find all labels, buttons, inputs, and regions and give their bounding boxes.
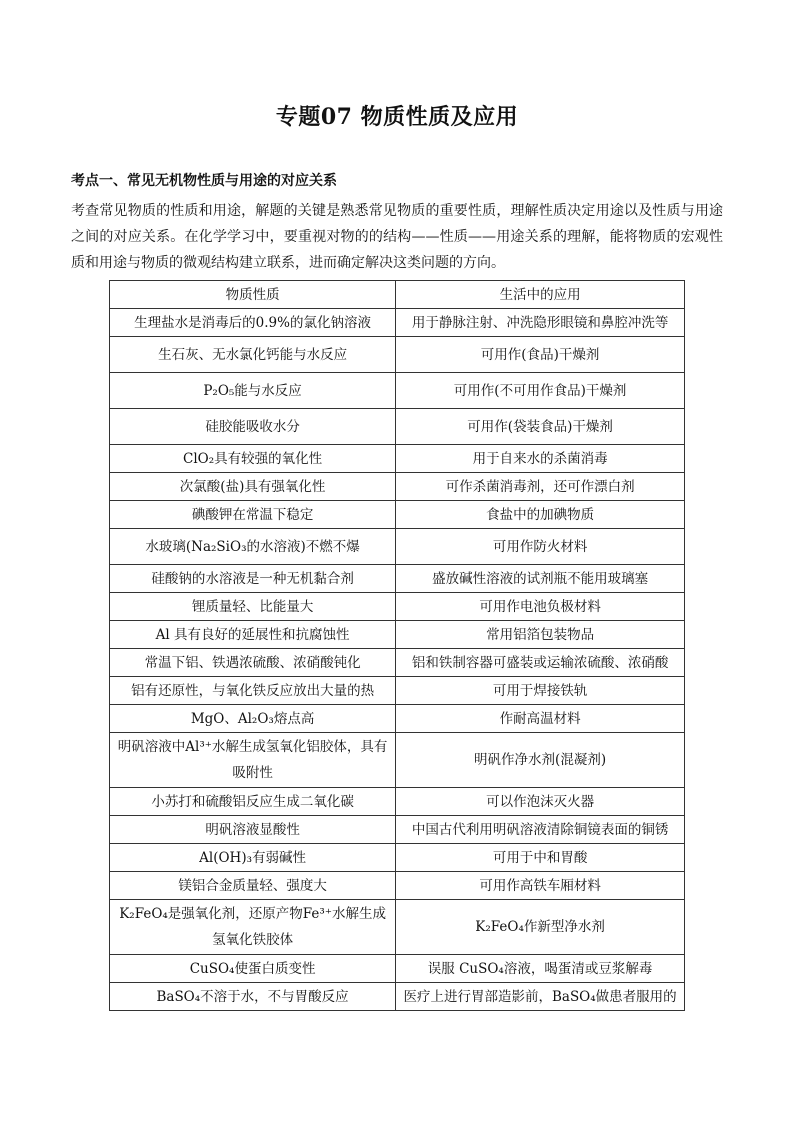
cell-application: 可用作电池负极材料 bbox=[396, 593, 685, 621]
cell-application: 常用铝箔包装物品 bbox=[396, 621, 685, 649]
cell-property: 铝有还原性，与氧化铁反应放出大量的热 bbox=[110, 677, 396, 705]
cell-property: 明矾溶液显酸性 bbox=[110, 816, 396, 844]
cell-property: Al(OH)₃有弱碱性 bbox=[110, 844, 396, 872]
cell-application: 可用于焊接铁轨 bbox=[396, 677, 685, 705]
cell-property: 硅酸钠的水溶液是一种无机黏合剂 bbox=[110, 565, 396, 593]
cell-application: 可以作泡沫灭火器 bbox=[396, 788, 685, 816]
cell-property: 硅胶能吸收水分 bbox=[110, 409, 396, 445]
cell-property: 碘酸钾在常温下稳定 bbox=[110, 501, 396, 529]
table-row bbox=[110, 309, 685, 337]
cell-application: 可用作(不可用作食品)干燥剂 bbox=[396, 373, 685, 409]
cell-property: 水玻璃(Na₂SiO₃的水溶液)不燃不爆 bbox=[110, 529, 396, 565]
cell-application: 食盐中的加碘物质 bbox=[396, 501, 685, 529]
cell-application: K₂FeO₄作新型净水剂 bbox=[396, 900, 685, 955]
table-row bbox=[110, 409, 685, 445]
cell-property: 镁铝合金质量轻、强度大 bbox=[110, 872, 396, 900]
cell-property: 明矾溶液中Al³⁺水解生成氢氧化铝胶体，具有吸附性 bbox=[110, 733, 396, 788]
table-row bbox=[110, 733, 685, 788]
cell-property: 常温下铝、铁遇浓硫酸、浓硝酸钝化 bbox=[110, 649, 396, 677]
cell-application: 医疗上进行胃部造影前，BaSO₄做患者服用的 bbox=[396, 983, 685, 1011]
cell-property: 锂质量轻、比能量大 bbox=[110, 593, 396, 621]
intro-paragraph: 考查常见物质的性质和用途，解题的关键是熟悉常见物质的重要性质，理解性质决定用途以及性质与用途之间的对应关系。在化学学习中，要重视对物的的结构——性质——用途关系的理解，能将物质的宏观性质和用途与物质的微观结构建立联系，进而确定解决这类问题的方向。 bbox=[71, 203, 723, 271]
cell-application: 可用作(食品)干燥剂 bbox=[396, 337, 685, 373]
cell-property: P₂O₅能与水反应 bbox=[110, 373, 396, 409]
table-row bbox=[110, 501, 685, 529]
cell-application: 中国古代利用明矾溶液清除铜镜表面的铜锈 bbox=[396, 816, 685, 844]
cell-application: 可用作高铁车厢材料 bbox=[396, 872, 685, 900]
header-property: 物质性质 bbox=[110, 281, 396, 309]
cell-property: 生石灰、无水氯化钙能与水反应 bbox=[110, 337, 396, 373]
table-header-row bbox=[110, 281, 685, 309]
section-heading: 考点一、常见无机物性质与用途的对应关系 bbox=[71, 173, 337, 189]
cell-application: 盛放碱性溶液的试剂瓶不能用玻璃塞 bbox=[396, 565, 685, 593]
cell-application: 可作杀菌消毒剂，还可作漂白剂 bbox=[396, 473, 685, 501]
table-row bbox=[110, 900, 685, 955]
table-row bbox=[110, 593, 685, 621]
cell-application: 用于自来水的杀菌消毒 bbox=[396, 445, 685, 473]
cell-property: 小苏打和硫酸铝反应生成二氧化碳 bbox=[110, 788, 396, 816]
table-row bbox=[110, 983, 685, 1011]
cell-property: CuSO₄使蛋白质变性 bbox=[110, 955, 396, 983]
table-row bbox=[110, 844, 685, 872]
cell-property: MgO、Al₂O₃熔点高 bbox=[110, 705, 396, 733]
table-row bbox=[110, 788, 685, 816]
header-application: 生活中的应用 bbox=[396, 281, 685, 309]
cell-property: ClO₂具有较强的氧化性 bbox=[110, 445, 396, 473]
cell-application: 误服 CuSO₄溶液，喝蛋清或豆浆解毒 bbox=[396, 955, 685, 983]
cell-application: 用于静脉注射、冲洗隐形眼镜和鼻腔冲洗等 bbox=[396, 309, 685, 337]
table-row bbox=[110, 955, 685, 983]
cell-application: 可用作(袋装食品)干燥剂 bbox=[396, 409, 685, 445]
table-row bbox=[110, 473, 685, 501]
table-row bbox=[110, 529, 685, 565]
table-row bbox=[110, 649, 685, 677]
cell-application: 明矾作净水剂(混凝剂) bbox=[396, 733, 685, 788]
table-row bbox=[110, 872, 685, 900]
table-row bbox=[110, 373, 685, 409]
table-row bbox=[110, 621, 685, 649]
cell-property: BaSO₄不溶于水，不与胃酸反应 bbox=[110, 983, 396, 1011]
cell-property: 次氯酸(盐)具有强氧化性 bbox=[110, 473, 396, 501]
table-row bbox=[110, 445, 685, 473]
cell-application: 可用作防火材料 bbox=[396, 529, 685, 565]
table-row bbox=[110, 337, 685, 373]
table-row bbox=[110, 705, 685, 733]
cell-property: Al 具有良好的延展性和抗腐蚀性 bbox=[110, 621, 396, 649]
table-row bbox=[110, 565, 685, 593]
table-row bbox=[110, 677, 685, 705]
cell-property: K₂FeO₄是强氧化剂，还原产物Fe³⁺水解生成氢氧化铁胶体 bbox=[110, 900, 396, 955]
cell-application: 作耐高温材料 bbox=[396, 705, 685, 733]
properties-table bbox=[109, 280, 685, 1011]
page-title: 专题07 物质性质及应用 bbox=[275, 104, 519, 130]
cell-property: 生理盐水是消毒后的0.9%的氯化钠溶液 bbox=[110, 309, 396, 337]
cell-application: 铝和铁制容器可盛装或运输浓硫酸、浓硝酸 bbox=[396, 649, 685, 677]
cell-application: 可用于中和胃酸 bbox=[396, 844, 685, 872]
table-row bbox=[110, 816, 685, 844]
